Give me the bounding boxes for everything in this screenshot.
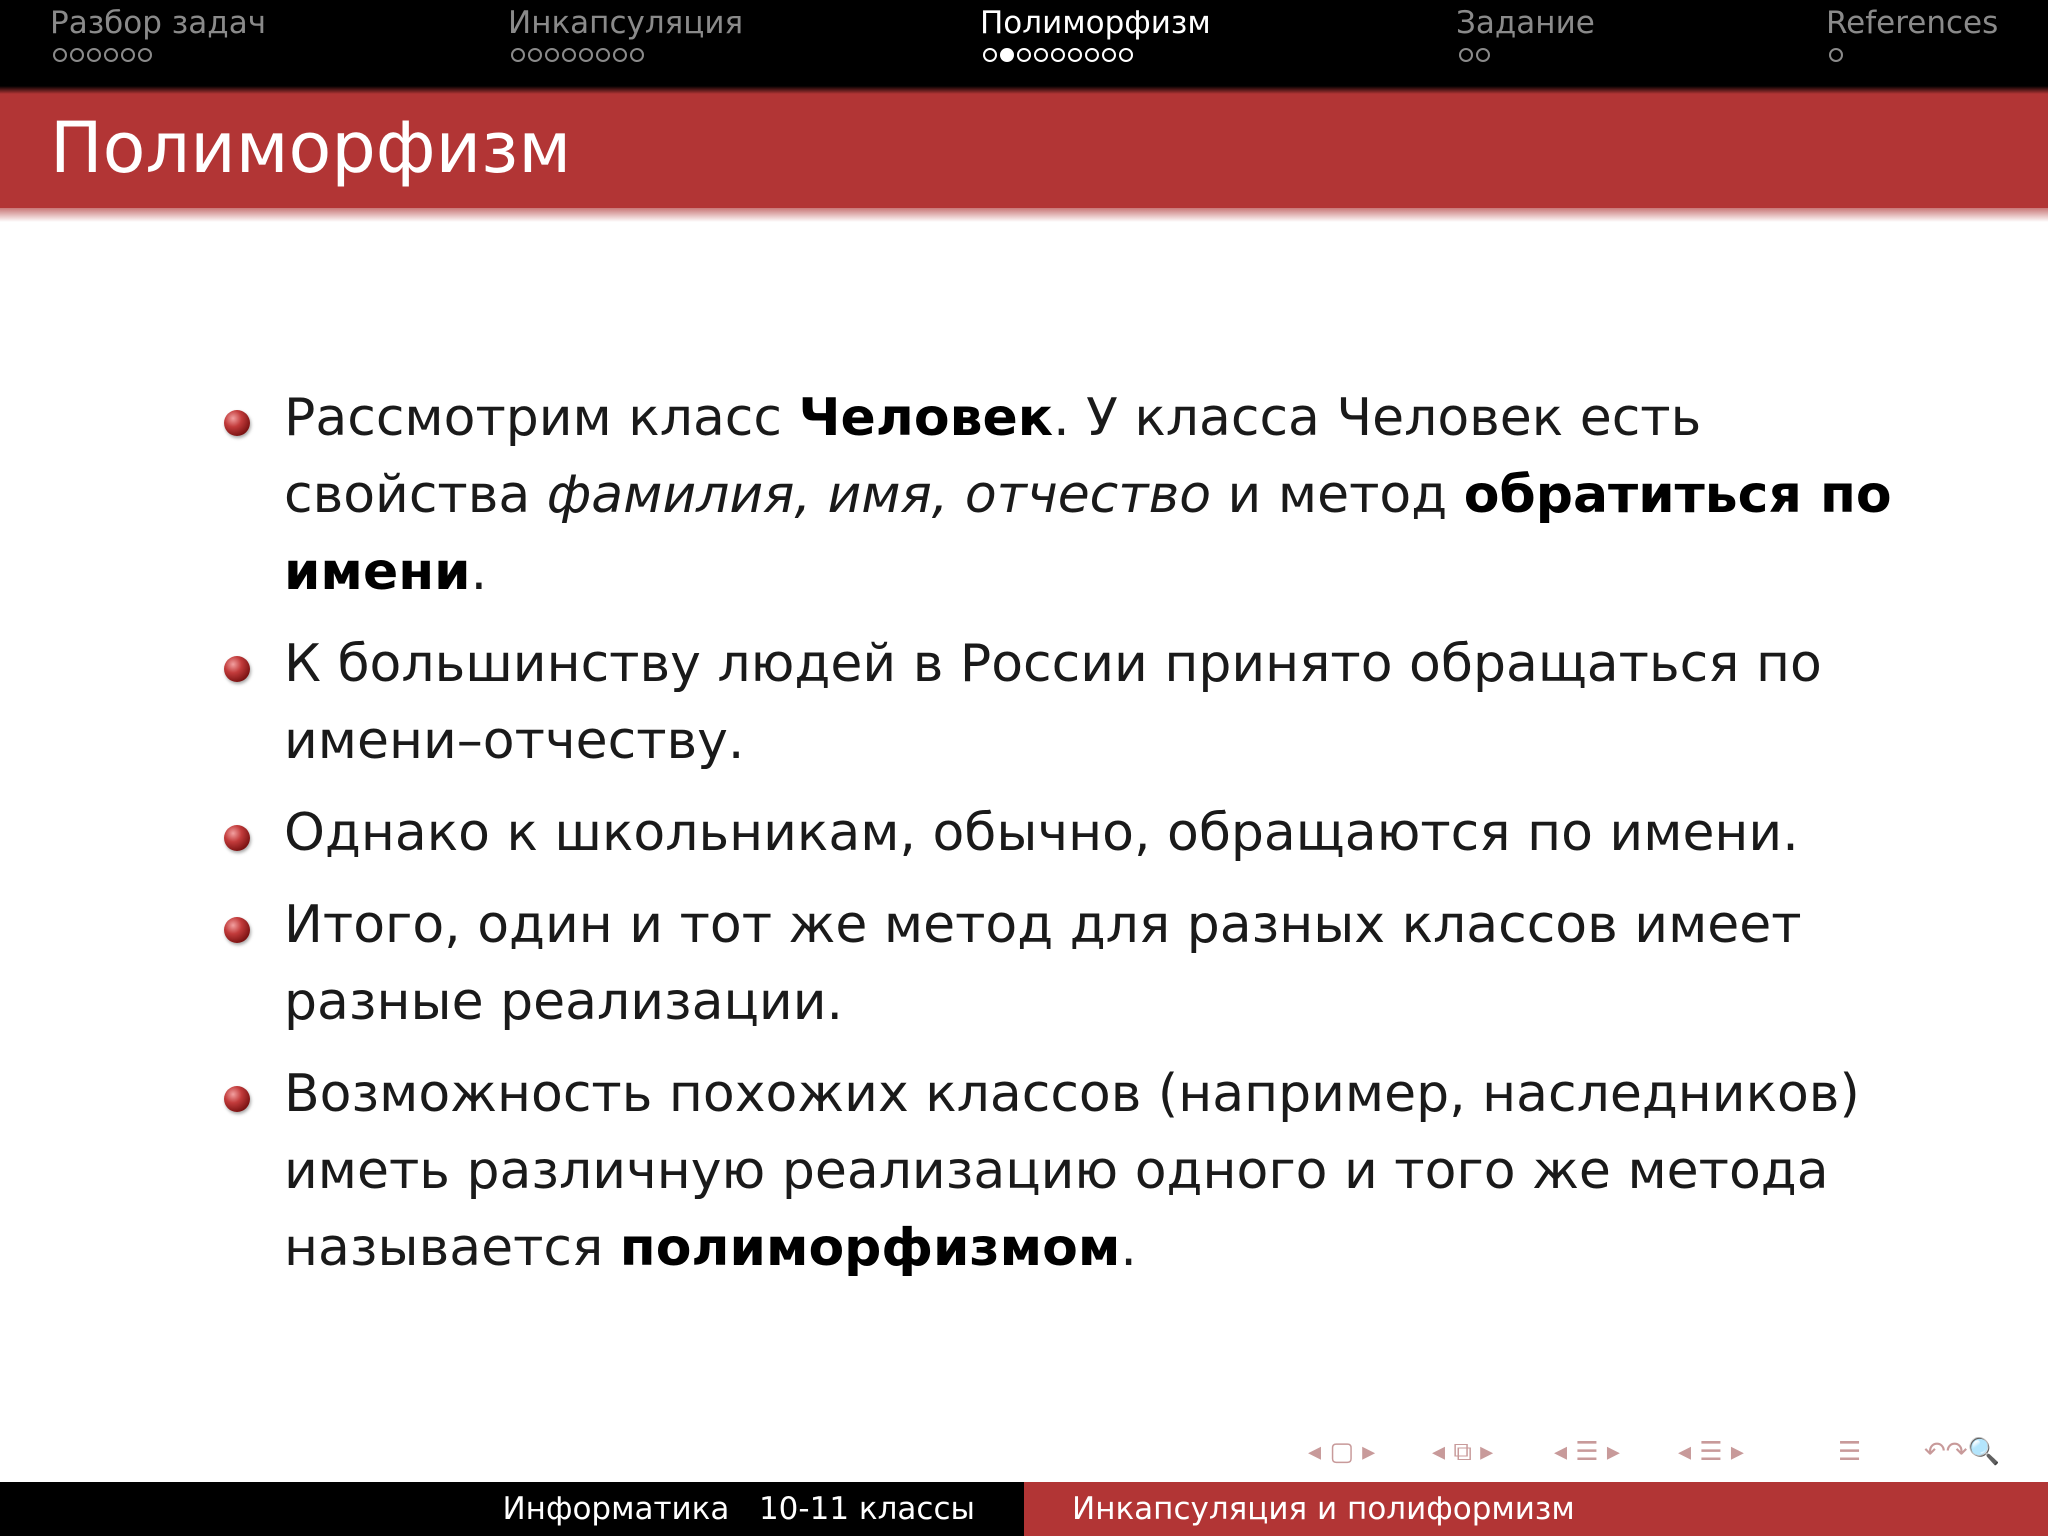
nav-frame-dot[interactable] xyxy=(1000,48,1014,62)
text-run: . У класса Человек есть свойства xyxy=(284,388,1702,525)
bullet-ball-icon xyxy=(224,917,250,943)
bullet-item xyxy=(220,887,1900,1041)
section-navigation-icon[interactable]: ◂ ☰ ▸ xyxy=(1554,1437,1620,1467)
nav-section-dots xyxy=(983,48,1211,62)
text-run: Однако к школьникам, обычно, обращаются по имени. xyxy=(284,803,1799,863)
bullet-text xyxy=(284,634,1822,771)
nav-frame-dot[interactable] xyxy=(579,48,593,62)
navigation-symbols xyxy=(1300,1432,2040,1472)
text-run: Итого, один и тот же метод для разных классов имеет разные реализации. xyxy=(284,895,1802,1032)
bullet-item xyxy=(220,626,1900,780)
nav-frame-dot[interactable] xyxy=(1085,48,1099,62)
nav-frame-dot[interactable] xyxy=(1829,48,1843,62)
nav-frame-dot[interactable] xyxy=(53,48,67,62)
bullet-text xyxy=(284,895,1802,1032)
nav-section-dots xyxy=(1459,48,1595,62)
footer-left xyxy=(0,1482,1024,1536)
bullet-text xyxy=(284,1064,1860,1278)
bullet-item xyxy=(220,1056,1900,1287)
nav-section-title[interactable]: Разбор задач xyxy=(50,5,267,41)
bullet-ball-icon xyxy=(224,1086,250,1112)
nav-frame-dot[interactable] xyxy=(1017,48,1031,62)
bold-term: Человек xyxy=(798,388,1054,448)
bullet-text xyxy=(284,803,1799,863)
footer-right xyxy=(1024,1482,2048,1536)
nav-frame-dot[interactable] xyxy=(545,48,559,62)
search-back-forward-icon[interactable]: ↶↷🔍 xyxy=(1924,1437,2000,1467)
frame-title: Полиморфизм xyxy=(50,107,572,189)
frame-title-bar xyxy=(0,94,2048,208)
nav-frame-dot[interactable] xyxy=(1119,48,1133,62)
bullet-ball-icon xyxy=(224,825,250,851)
nav-section-encapsulation[interactable] xyxy=(508,4,743,62)
text-run: . xyxy=(470,542,488,602)
slide-content xyxy=(220,380,1900,1302)
text-run: и метод xyxy=(1211,465,1464,525)
nav-section-title[interactable]: Инкапсуляция xyxy=(508,5,744,41)
nav-frame-dot[interactable] xyxy=(1476,48,1490,62)
text-run: . xyxy=(1120,1218,1137,1278)
bullet-text xyxy=(284,388,1892,602)
nav-section-title[interactable]: References xyxy=(1826,5,1999,41)
nav-frame-dot[interactable] xyxy=(1034,48,1048,62)
nav-section-razbor[interactable] xyxy=(50,4,266,62)
frame-navigation-icon[interactable]: ◂ ▢ ▸ xyxy=(1308,1437,1376,1467)
nav-frame-dot[interactable] xyxy=(1051,48,1065,62)
nav-frame-dot[interactable] xyxy=(1102,48,1116,62)
nav-frame-dot[interactable] xyxy=(138,48,152,62)
bold-term: полиморфизмом xyxy=(619,1218,1121,1278)
nav-section-title[interactable]: Задание xyxy=(1456,5,1595,41)
nav-frame-dot[interactable] xyxy=(983,48,997,62)
text-run: Рассмотрим класс xyxy=(284,388,799,448)
nav-section-polymorphism[interactable] xyxy=(980,4,1211,62)
nav-frame-dot[interactable] xyxy=(613,48,627,62)
frame-title-shadow xyxy=(0,208,2048,222)
bullet-item xyxy=(220,380,1900,611)
footline xyxy=(0,1482,2048,1536)
nav-frame-dot[interactable] xyxy=(596,48,610,62)
nav-frame-dot[interactable] xyxy=(1068,48,1082,62)
appendix-navigation-icon[interactable]: ☰ xyxy=(1838,1437,1862,1467)
nav-shadow xyxy=(0,86,2048,94)
nav-frame-dot[interactable] xyxy=(528,48,542,62)
subsection-navigation-icon[interactable]: ◂ ⧉ ▸ xyxy=(1432,1437,1494,1467)
nav-section-dots xyxy=(1829,48,1998,62)
bullet-ball-icon xyxy=(224,410,250,436)
nav-section-title[interactable]: Полиморфизм xyxy=(980,5,1211,41)
bullet-item xyxy=(220,795,1900,872)
nav-section-references[interactable] xyxy=(1826,4,1998,62)
nav-frame-dot[interactable] xyxy=(70,48,84,62)
italic-term: фамилия, имя, отчество xyxy=(546,465,1212,525)
nav-frame-dot[interactable] xyxy=(87,48,101,62)
section-navigation xyxy=(0,0,2048,86)
bold-term: обратиться по имени xyxy=(284,465,1892,602)
nav-section-dots xyxy=(511,48,743,62)
bullet-list xyxy=(220,380,1900,1287)
text-run: К большинству людей в России принято обращаться по имени–отчеству. xyxy=(284,634,1822,771)
nav-frame-dot[interactable] xyxy=(630,48,644,62)
nav-frame-dot[interactable] xyxy=(1459,48,1473,62)
footer-topic: Инкапсуляция и полиформизм xyxy=(1072,1491,1575,1527)
bullet-ball-icon xyxy=(224,656,250,682)
document-navigation-icon[interactable]: ◂ ☰ ▸ xyxy=(1678,1437,1744,1467)
nav-section-task[interactable] xyxy=(1456,4,1595,62)
nav-frame-dot[interactable] xyxy=(511,48,525,62)
nav-section-dots xyxy=(53,48,266,62)
nav-frame-dot[interactable] xyxy=(562,48,576,62)
footer-course: Информатика 10-11 классы xyxy=(502,1491,975,1527)
nav-frame-dot[interactable] xyxy=(121,48,135,62)
nav-frame-dot[interactable] xyxy=(104,48,118,62)
text-run: Возможность похожих классов (например, наследников) иметь различную реализацию одного и того же метода называется xyxy=(284,1064,1860,1278)
